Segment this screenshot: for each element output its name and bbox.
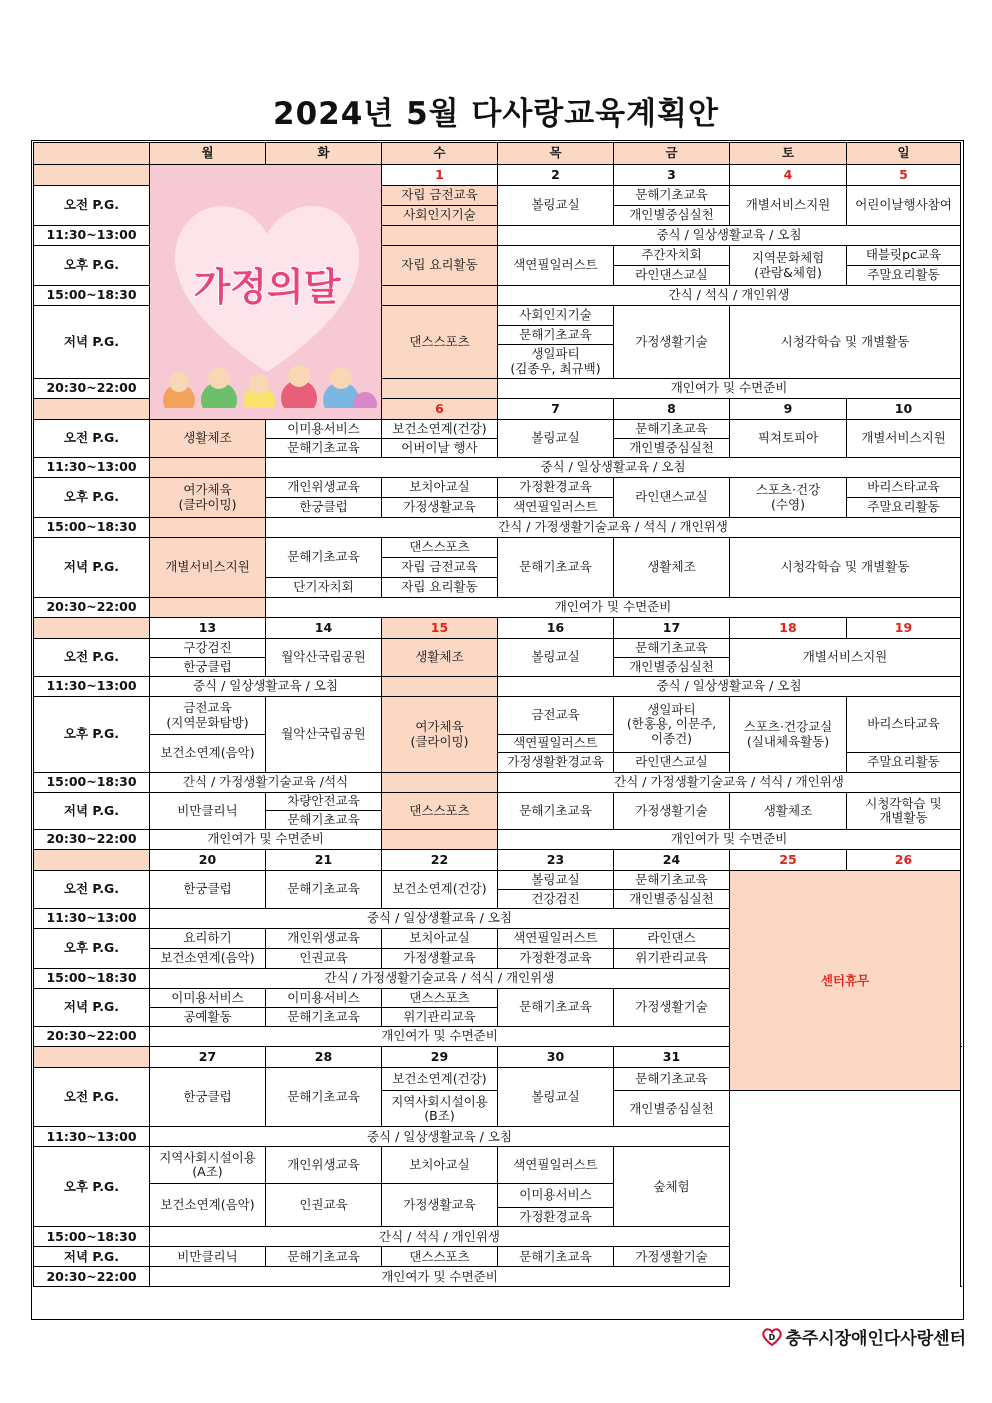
row-label-eve: 저녁 P.G. (34, 538, 150, 598)
footer-text: 충주시장애인다사랑센터 (785, 1329, 966, 1349)
w1-sun-pm-1: 태블릿pc교육 (847, 246, 961, 266)
w4-thu-am-1: 볼링교실 (498, 871, 614, 890)
w1-lunch: 중식 / 일상생활교육 / 오침 (498, 226, 961, 246)
w2-sat-am: 픽쳐토피아 (730, 420, 847, 458)
w4-mon-pm-2: 보건소연계(음악) (150, 949, 266, 969)
w5-fri-pm: 숲체험 (614, 1147, 730, 1227)
w2-tue-eve-1: 문해기초교육 (266, 538, 382, 578)
w2-wed-eve-1: 댄스스포츠 (382, 538, 498, 558)
row-label-after: 15:00~18:30 (34, 518, 150, 538)
w4-fri-pm-2: 위기관리교육 (614, 949, 730, 969)
date-27: 27 (150, 1047, 266, 1068)
week4-date-row (34, 850, 961, 871)
w2-tue-pm-1: 개인위생교육 (266, 478, 382, 498)
week5-lunch-row (34, 1127, 961, 1147)
w1-sat-am: 개별서비스지원 (730, 186, 847, 226)
w3-wed-night-blank (382, 830, 498, 850)
w4-thu-pm-2: 가정환경교육 (498, 949, 614, 969)
w1-fri-am-2: 개인별중심실천 (614, 206, 730, 226)
date-3: 3 (614, 165, 730, 186)
w1-sat-pm: 지역문화체험 (관람&체험) (730, 246, 847, 286)
w1-wed-night-blank (382, 379, 498, 399)
w5-after: 간식 / 석식 / 개인위생 (150, 1227, 730, 1247)
w3-tue-eve-1: 차량안전교육 (266, 793, 382, 811)
date-1: 1 (382, 165, 498, 186)
week3-am-row-a (34, 639, 961, 658)
w3-mon-pm-2: 보건소연계(음악) (150, 735, 266, 773)
weekday-sun: 일 (847, 143, 961, 165)
w4-tue-pm-1: 개인위생교육 (266, 929, 382, 949)
row-label-after: 15:00~18:30 (34, 286, 150, 306)
week3-lunch-row (34, 677, 961, 697)
w5-wed-pm-1: 보치아교실 (382, 1147, 498, 1183)
week5-after-row (34, 1227, 961, 1247)
weekday-fri: 금 (614, 143, 730, 165)
date-7: 7 (498, 399, 614, 420)
w5-wed-eve: 댄스스포츠 (382, 1247, 498, 1267)
w2-tue-pm-2: 한궁클럽 (266, 498, 382, 518)
w3-lunch-thu-sun: 중식 / 일상생활교육 / 오침 (498, 677, 961, 697)
weekday-header-row (34, 143, 961, 165)
w1-thu-am: 볼링교실 (498, 186, 614, 226)
w5-tue-am: 문해기초교육 (266, 1068, 382, 1127)
w2-tue-am-2: 문해기초교육 (266, 439, 382, 458)
w5-night: 개인여가 및 수면준비 (150, 1267, 730, 1287)
row-label-after: 15:00~18:30 (34, 773, 150, 793)
w5-lunch: 중식 / 일상생활교육 / 오침 (150, 1127, 730, 1147)
w1-sun-pm-2: 주말요리활동 (847, 266, 961, 286)
page-title: 2024년 5월 다사랑교육계획안 (273, 96, 719, 132)
w2-thu-eve: 문해기초교육 (498, 538, 614, 598)
w3-fri-eve: 가정생활기술 (614, 793, 730, 830)
date-label (34, 399, 150, 420)
date-10: 10 (847, 399, 961, 420)
w5-thu-eve: 문해기초교육 (498, 1247, 614, 1267)
w2-sun-pm-1: 바리스타교육 (847, 478, 961, 498)
w5-fri-eve: 가정생활기술 (614, 1247, 730, 1267)
w3-lunch-mon-tue: 중식 / 일상생활교육 / 오침 (150, 677, 382, 697)
row-label-am: 오전 P.G. (34, 639, 150, 677)
w3-thu-eve: 문해기초교육 (498, 793, 614, 830)
week3-eve-row-a (34, 793, 961, 811)
row-label-lunch: 11:30~13:00 (34, 677, 150, 697)
w1-weekend-eve: 시청각학습 및 개별활동 (730, 306, 961, 379)
w3-mon-am-1: 구강검진 (150, 639, 266, 658)
family-month-image (150, 165, 382, 420)
w1-thu-eve-1: 사회인지기술 (498, 306, 614, 326)
w4-tue-eve-1: 이미용서비스 (266, 989, 382, 1008)
weekday-mon: 월 (150, 143, 266, 165)
w3-wed-pm: 여가체육 (클라이밍) (382, 697, 498, 773)
w4-fri-pm-1: 라인댄스 (614, 929, 730, 949)
w1-fri-am-1: 문해기초교육 (614, 186, 730, 206)
date-4: 4 (730, 165, 847, 186)
week2-after-row (34, 518, 961, 538)
row-label-after: 15:00~18:30 (34, 969, 150, 989)
w2-tue-am-1: 이미용서비스 (266, 420, 382, 439)
w3-mon-eve: 비만클리닉 (150, 793, 266, 830)
w4-wed-pm-2: 가정생활교육 (382, 949, 498, 969)
date-15: 15 (382, 618, 498, 639)
week5-pm-row-b (34, 1183, 961, 1207)
date-6: 6 (382, 399, 498, 420)
center-closed: 센터휴무 (730, 871, 961, 1091)
row-label-lunch: 11:30~13:00 (34, 458, 150, 478)
w3-thu-am: 볼링교실 (498, 639, 614, 677)
w3-after-mon-tue: 간식 / 가정생활기술교육 /석식 (150, 773, 382, 793)
w4-tue-pm-2: 인권교육 (266, 949, 382, 969)
week5-night-row (34, 1267, 961, 1287)
week3-after-row (34, 773, 961, 793)
date-21: 21 (266, 850, 382, 871)
w5-thu-pm-2: 이미용서비스 (498, 1183, 614, 1207)
date-31: 31 (614, 1047, 730, 1068)
w2-after: 간식 / 가정생활기술교육 / 석식 / 개인위생 (266, 518, 961, 538)
row-label-am: 오전 P.G. (34, 420, 150, 458)
w1-fri-eve: 가정생활기술 (614, 306, 730, 379)
date-16: 16 (498, 618, 614, 639)
w5-wed-pm-2: 가정생활교육 (382, 1183, 498, 1226)
w5-tue-pm-1: 개인위생교육 (266, 1147, 382, 1183)
w2-wed-am-2: 어버이날 행사 (382, 439, 498, 458)
row-label-lunch: 11:30~13:00 (34, 226, 150, 246)
w4-wed-eve-2: 위기관리교육 (382, 1008, 498, 1027)
w2-thu-am: 볼링교실 (498, 420, 614, 458)
w2-fri-am-2: 개인별중심실천 (614, 439, 730, 458)
w5-tue-pm-2: 인권교육 (266, 1183, 382, 1226)
w5-tue-eve: 문해기초교육 (266, 1247, 382, 1267)
w4-night: 개인여가 및 수면준비 (150, 1027, 730, 1047)
w2-wed-pm-2: 가정생활교육 (382, 498, 498, 518)
w4-fri-am-2: 개인별중심실천 (614, 890, 730, 909)
w3-fri-am-2: 개인별중심실천 (614, 658, 730, 677)
w3-sun-eve: 시청각학습 및 개별활동 (847, 793, 961, 830)
date-19: 19 (847, 618, 961, 639)
w2-wed-eve-2: 자립 금전교육 (382, 558, 498, 578)
row-label-am: 오전 P.G. (34, 1068, 150, 1127)
week3-date-row (34, 618, 961, 639)
w2-sat-pm: 스포츠·건강 (수영) (730, 478, 847, 518)
w3-sun-pm-2: 주말요리활동 (847, 753, 961, 773)
w3-mon-pm-1: 금전교육 (지역문화탐방) (150, 697, 266, 735)
date-18: 18 (730, 618, 847, 639)
w3-thu-pm-1: 금전교육 (498, 697, 614, 735)
w3-sat-pm: 스포츠·건강교실 (실내체육활동) (730, 697, 847, 773)
row-label-after: 15:00~18:30 (34, 1227, 150, 1247)
w1-thu-eve-2: 문해기초교육 (498, 326, 614, 345)
w1-wed-pm: 자립 요리활동 (382, 246, 498, 286)
w5-mon-pm-1: 지역사회시설이용 (A조) (150, 1147, 266, 1183)
w5-thu-am: 볼링교실 (498, 1068, 614, 1127)
w5-mon-pm-2: 보건소연계(음악) (150, 1183, 266, 1226)
w4-tue-eve-2: 문해기초교육 (266, 1008, 382, 1027)
weekday-wed: 수 (382, 143, 498, 165)
row-label-eve: 저녁 P.G. (34, 306, 150, 379)
row-label-eve: 저녁 P.G. (34, 1247, 150, 1267)
row-label-pm: 오후 P.G. (34, 929, 150, 969)
w5-thu-pm-1: 색연필일러스트 (498, 1147, 614, 1183)
w5-wed-am-1: 보건소연계(건강) (382, 1068, 498, 1091)
row-label-pm: 오후 P.G. (34, 697, 150, 773)
w4-thu-pm-1: 색연필일러스트 (498, 929, 614, 949)
w1-after: 간식 / 석식 / 개인위생 (498, 286, 961, 306)
w2-mon-night-blank (150, 598, 266, 618)
row-label-night: 20:30~22:00 (34, 598, 150, 618)
w2-mon-lunch-blank (150, 458, 266, 478)
w4-wed-am: 보건소연계(건강) (382, 871, 498, 909)
w2-wed-pm-1: 보치아교실 (382, 478, 498, 498)
w3-sat-eve: 생활체조 (730, 793, 847, 830)
row-label-pm: 오후 P.G. (34, 246, 150, 286)
w5-fri-am-1: 문해기초교육 (614, 1068, 730, 1091)
w4-mon-eve-1: 이미용서비스 (150, 989, 266, 1008)
schedule-table (33, 142, 961, 1287)
w4-wed-pm-1: 보치아교실 (382, 929, 498, 949)
week2-night-row (34, 598, 961, 618)
w3-fri-pm-2: 라인댄스교실 (614, 753, 730, 773)
week2-am-row-a (34, 420, 961, 439)
w4-lunch: 중식 / 일상생활교육 / 오침 (150, 909, 730, 929)
w1-wed-lunch-blank (382, 226, 498, 246)
week2-lunch-row (34, 458, 961, 478)
w3-mon-am-2: 한궁클럽 (150, 658, 266, 677)
svg-text:D: D (769, 1332, 776, 1342)
w2-thu-pm-1: 가정환경교육 (498, 478, 614, 498)
w2-fri-eve: 생활체조 (614, 538, 730, 598)
date-5: 5 (847, 165, 961, 186)
w4-mon-am: 한궁클럽 (150, 871, 266, 909)
w2-mon-am: 생활체조 (150, 420, 266, 458)
w2-mon-eve: 개별서비스지원 (150, 538, 266, 598)
week5-pm-row-a (34, 1147, 961, 1183)
w2-mon-pm: 여가체육 (클라이밍) (150, 478, 266, 518)
w1-wed-eve: 댄스스포츠 (382, 306, 498, 379)
date-17: 17 (614, 618, 730, 639)
heart-logo-icon (761, 1327, 783, 1347)
w3-night-mon-tue: 개인여가 및 수면준비 (150, 830, 382, 850)
w1-fri-pm-1: 주간자치회 (614, 246, 730, 266)
date-23: 23 (498, 850, 614, 871)
week2-eve-row-a (34, 538, 961, 558)
w3-tue-am: 월악산국립공원 (266, 639, 382, 677)
w5-thu-pm-3: 가정환경교육 (498, 1208, 614, 1227)
row-label-am: 오전 P.G. (34, 871, 150, 909)
w2-sun-pm-2: 주말요리활동 (847, 498, 961, 518)
w2-sun-am: 개별서비스지원 (847, 420, 961, 458)
row-label-night: 20:30~22:00 (34, 1267, 150, 1287)
row-label-night: 20:30~22:00 (34, 830, 150, 850)
w3-night-thu-sun: 개인여가 및 수면준비 (498, 830, 961, 850)
w3-fri-am-1: 문해기초교육 (614, 639, 730, 658)
w2-wed-am-1: 보건소연계(건강) (382, 420, 498, 439)
w4-thu-am-2: 건강검진 (498, 890, 614, 909)
w1-fri-pm-2: 라인댄스교실 (614, 266, 730, 286)
w4-wed-eve-1: 댄스스포츠 (382, 989, 498, 1008)
week2-pm-row-a (34, 478, 961, 498)
date-22: 22 (382, 850, 498, 871)
row-label-night: 20:30~22:00 (34, 379, 150, 399)
w3-after-thu-sun: 간식 / 가정생활기술교육 / 석식 / 개인위생 (498, 773, 961, 793)
w1-wed-am-2: 사회인지기술 (382, 206, 498, 226)
week3-pm-row-a (34, 697, 961, 735)
w2-wed-eve-3: 자립 요리활동 (382, 578, 498, 598)
w3-wed-am: 생활체조 (382, 639, 498, 677)
row-label-eve: 저녁 P.G. (34, 989, 150, 1027)
w2-night: 개인여가 및 수면준비 (266, 598, 961, 618)
date-label (34, 618, 150, 639)
date-29: 29 (382, 1047, 498, 1068)
w4-fri-am-1: 문해기초교육 (614, 871, 730, 890)
row-label-lunch: 11:30~13:00 (34, 909, 150, 929)
date-13: 13 (150, 618, 266, 639)
date-25: 25 (730, 850, 847, 871)
w3-tue-pm: 월악산국립공원 (266, 697, 382, 773)
footer-organization (761, 1324, 966, 1349)
family-month-illustration (151, 172, 382, 408)
w5-fri-am-2: 개인별중심실천 (614, 1091, 730, 1127)
w5-mon-eve: 비만클리닉 (150, 1247, 266, 1267)
w2-mon-after-blank (150, 518, 266, 538)
week3-night-row (34, 830, 961, 850)
weekday-sat: 토 (730, 143, 847, 165)
row-label-lunch: 11:30~13:00 (34, 1127, 150, 1147)
week4-am-row-a (34, 871, 961, 890)
date-2: 2 (498, 165, 614, 186)
w1-sun-am: 어린이날행사참여 (847, 186, 961, 226)
date-label (34, 165, 150, 186)
date-8: 8 (614, 399, 730, 420)
week5-eve-row (34, 1247, 961, 1267)
w3-wed-lunch-blank (382, 677, 498, 697)
header-corner (34, 143, 150, 165)
row-label-night: 20:30~22:00 (34, 1027, 150, 1047)
w4-after: 간식 / 가정생활기술교육 / 석식 / 개인위생 (150, 969, 730, 989)
weekday-tue: 화 (266, 143, 382, 165)
w3-fri-pm-1: 생일파티 (한홍용, 이문주, 이종건) (614, 697, 730, 753)
row-label-pm: 오후 P.G. (34, 1147, 150, 1227)
w4-thu-eve: 문해기초교육 (498, 989, 614, 1027)
date-20: 20 (150, 850, 266, 871)
w3-thu-pm-3: 가정생활환경교육 (498, 753, 614, 773)
w3-sun-pm-1: 바리스타교육 (847, 697, 961, 753)
week1-date-row (34, 165, 961, 186)
w3-tue-eve-2: 문해기초교육 (266, 811, 382, 830)
w1-thu-eve-3: 생일파티 (김종우, 최규백) (498, 345, 614, 379)
w2-lunch: 중식 / 일상생활교육 / 오침 (266, 458, 961, 478)
w2-thu-pm-2: 색연필일러스트 (498, 498, 614, 518)
date-28: 28 (266, 1047, 382, 1068)
w4-mon-pm-1: 요리하기 (150, 929, 266, 949)
w2-fri-am-1: 문해기초교육 (614, 420, 730, 439)
w2-fri-pm: 라인댄스교실 (614, 478, 730, 518)
w5-wed-am-2: 지역사회시설이용 (B조) (382, 1091, 498, 1127)
w2-tue-eve-2: 단기자치회 (266, 578, 382, 598)
row-label-am: 오전 P.G. (34, 186, 150, 226)
w4-fri-eve: 가정생활기술 (614, 989, 730, 1027)
row-label-pm: 오후 P.G. (34, 478, 150, 518)
row-label-eve: 저녁 P.G. (34, 793, 150, 830)
w3-weekend-am: 개별서비스지원 (730, 639, 961, 677)
w1-thu-pm: 색연필일러스트 (498, 246, 614, 286)
w1-night: 개인여가 및 수면준비 (498, 379, 961, 399)
date-24: 24 (614, 850, 730, 871)
w3-thu-pm-2: 색연필일러스트 (498, 735, 614, 753)
w4-mon-eve-2: 공예활동 (150, 1008, 266, 1027)
w2-weekend-eve: 시청각학습 및 개별활동 (730, 538, 961, 598)
date-label (34, 1047, 150, 1068)
w4-tue-am: 문해기초교육 (266, 871, 382, 909)
w1-wed-am-1: 자립 금전교육 (382, 186, 498, 206)
w5-mon-am: 한궁클럽 (150, 1068, 266, 1127)
date-14: 14 (266, 618, 382, 639)
date-label (34, 850, 150, 871)
banner-text: 가정의달 (193, 265, 341, 310)
date-30: 30 (498, 1047, 614, 1068)
w3-wed-eve: 댄스스포츠 (382, 793, 498, 830)
date-9: 9 (730, 399, 847, 420)
w3-wed-after-blank (382, 773, 498, 793)
w1-wed-after-blank (382, 286, 498, 306)
date-26: 26 (847, 850, 961, 871)
weekday-thu: 목 (498, 143, 614, 165)
